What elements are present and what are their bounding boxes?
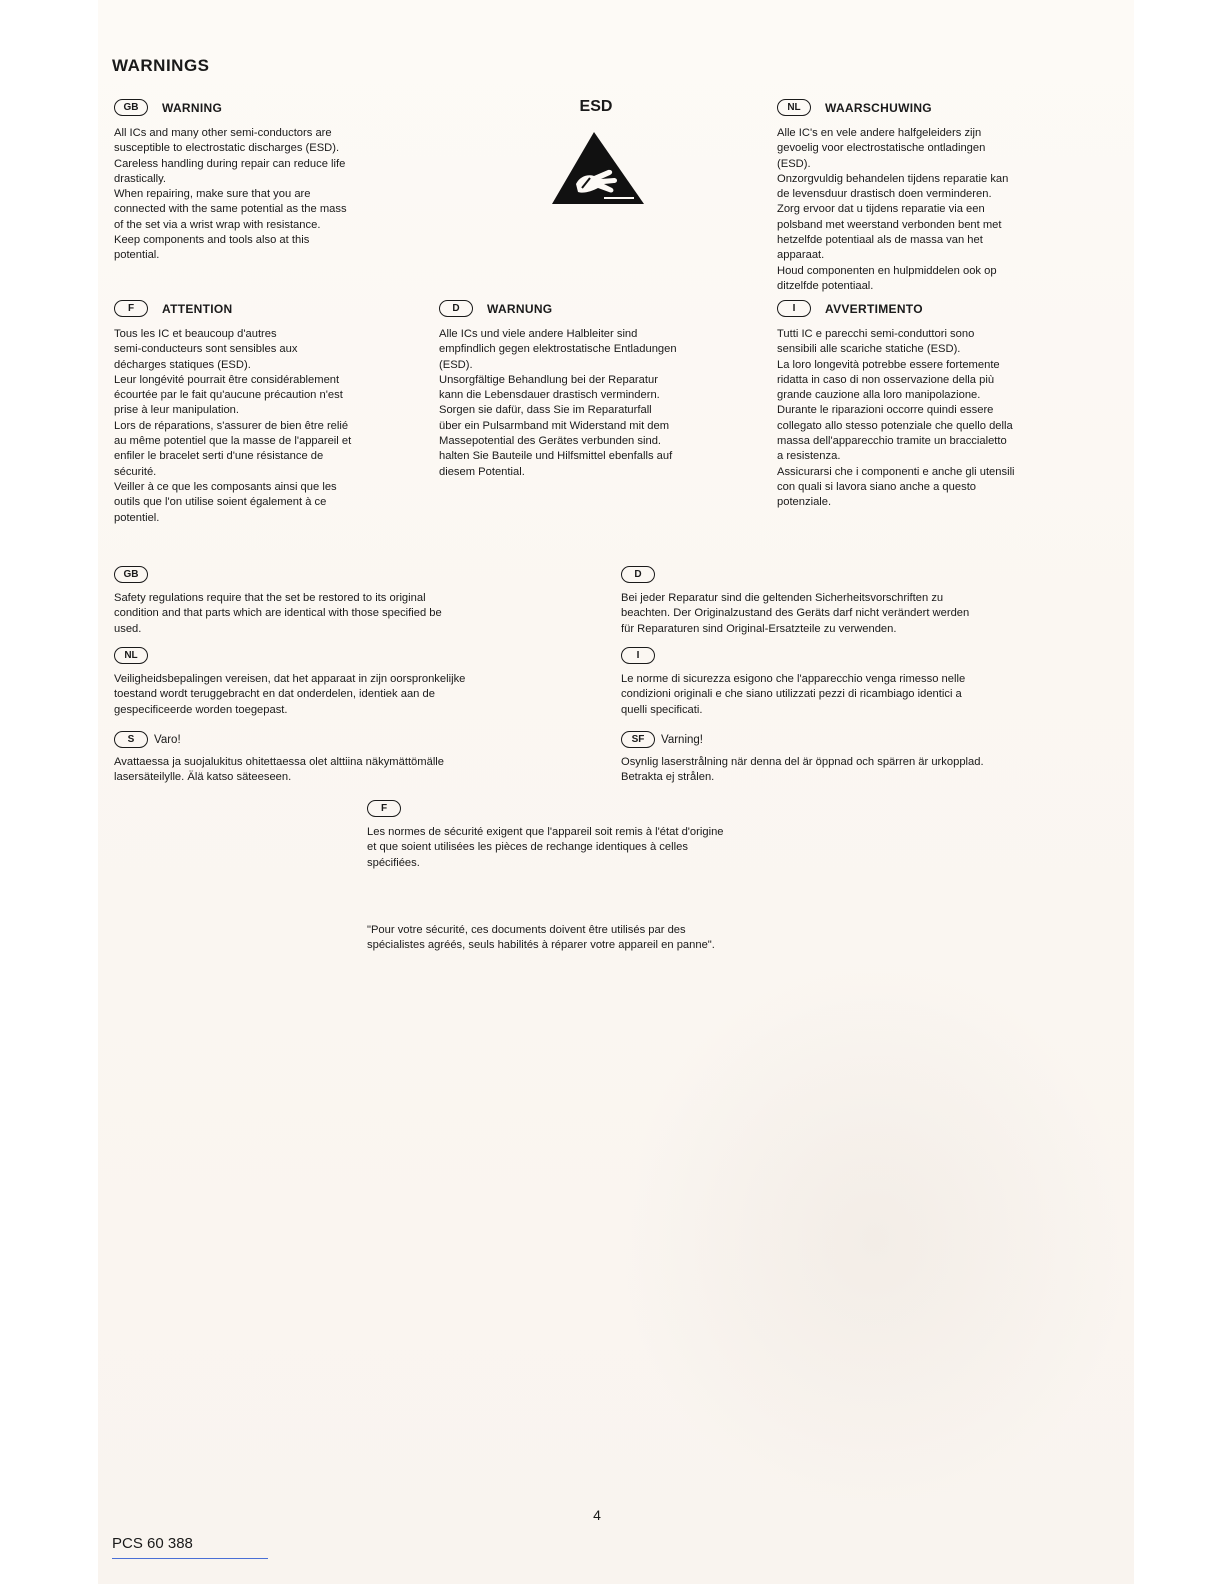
section-heading: ATTENTION xyxy=(162,301,233,316)
section-gb-warning xyxy=(114,99,414,264)
safety-i xyxy=(621,647,1091,718)
language-badge-d: D xyxy=(621,566,655,583)
section-text: Alle ICs und viele andere Halbleiter sind empfindlich gegen elektrostatische Entladungen (ESD). Unsorgfältige Behandlung bei der Reparatur kann die Lebensdauer drastisch vermindern. Sorgen sie dafür, dass Sie im Reparaturfall über ein Pulsarmband mit Widerstand mit dem Massepotential des Gerätes verbunden sind. halten Sie Bauteile und Hilfsmittel ebenfalls auf diesem Potential. xyxy=(439,328,677,478)
esd-block xyxy=(540,98,652,208)
safety-sf xyxy=(621,731,1091,786)
safety-s xyxy=(114,731,574,786)
section-nl-warning xyxy=(777,99,1097,294)
safety-text: Avattaessa ja suojalukitus ohitettaessa olet alttiina näkymättömälle lasersäteilylle. Älä katso säteeseen. xyxy=(114,756,445,784)
language-badge-i: I xyxy=(621,647,655,664)
section-text: Alle IC's en vele andere halfgeleiders zijn gevoelig voor electrostatische ontladingen (ESD). Onzorgvuldig behandelen tijdens reparatie kan de levensduur drastisch doen verminderen. Zorg ervoor dat u tijdens reparatie via een polsband met weerstand verbonden bent met hetzelfde potentiaal als de massa van het apparaat. Houd componenten en hulpmiddelen ook op ditzelfde potentiaal. xyxy=(777,127,1009,292)
safety-nl xyxy=(114,647,574,718)
language-badge-gb: GB xyxy=(114,566,148,583)
section-heading: WAARSCHUWING xyxy=(825,100,932,115)
safety-label: Varning! xyxy=(661,733,703,746)
safety-gb xyxy=(114,566,574,637)
specialist-notice: "Pour votre sécurité, ces documents doivent être utilisés par des spécialistes agréés, seuls habilités à réparer votre appareil en panne". xyxy=(367,924,715,952)
section-heading: AVVERTIMENTO xyxy=(825,301,923,316)
safety-text: Les normes de sécurité exigent que l'appareil soit remis à l'état d'origine et que soient utilisées les pièces de rechange identiques à celles spécifiées. xyxy=(367,826,724,869)
language-badge-f: F xyxy=(114,300,148,317)
language-badge-nl: NL xyxy=(777,99,811,116)
safety-f xyxy=(367,800,837,871)
language-badge-gb: GB xyxy=(114,99,148,116)
esd-hand-triangle-icon xyxy=(546,128,646,208)
section-i-avvertimento xyxy=(777,300,1097,511)
language-badge-f: F xyxy=(367,800,401,817)
section-heading: WARNUNG xyxy=(487,301,553,316)
safety-text: Le norme di sicurezza esigono che l'apparecchio venga rimesso nelle condizioni originali e che siano utilizzati pezzi di ricambiago identici a quelli specificati. xyxy=(621,673,966,716)
safety-label: Varo! xyxy=(154,733,181,746)
language-badge-sf: SF xyxy=(621,731,655,748)
page-number: 4 xyxy=(593,1507,601,1523)
safety-text: Osynlig laserstrålning när denna del är öppnad och spärren är urkopplad. Betrakta ej strålen. xyxy=(621,756,984,784)
section-text: All ICs and many other semi-conductors are susceptible to electrostatic discharges (ESD). Careless handling during repair can reduce life drastically. When repairing, make sure that you are connected with the same potential as the mass of the set via a wrist wrap with resistance. Keep components and tools also at this potential. xyxy=(114,127,347,262)
safety-text: Safety regulations require that the set be restored to its original condition and that parts which are identical with those specified be used. xyxy=(114,592,442,635)
section-f-attention xyxy=(114,300,424,526)
section-d-warnung xyxy=(439,300,759,480)
safety-text: Veiligheidsbepalingen vereisen, dat het apparaat in zijn oorspronkelijke toestand wordt teruggebracht en dat onderdelen, identiek aan de gespecificeerde worden toegepast. xyxy=(114,673,466,716)
language-badge-s: S xyxy=(114,731,148,748)
page-title: WARNINGS xyxy=(112,56,210,75)
language-badge-nl: NL xyxy=(114,647,148,664)
safety-d xyxy=(621,566,1091,637)
section-text: Tutti IC e parecchi semi-conduttori sono sensibili alle scariche statiche (ESD). La loro longevità potrebbe essere fortemente ridatta in caso di non osservazione della più grande cauzione alla loro manipolazione. Durante le riparazioni occorre quindi essere collegato allo stesso potenziale che quello della massa dell'apparecchio tramite un braccialetto a resistenza. Assicurarsi che i componenti e anche gli utensili con quali si lavora siano anche a questo potenziale. xyxy=(777,328,1015,509)
safety-text: Bei jeder Reparatur sind die geltenden Sicherheitsvorschriften zu beachten. Der Originalzustand des Geräts darf nicht verändert werden für Reparaturen sind Original-Ersatzteile zu verwenden. xyxy=(621,592,970,635)
footer-underline xyxy=(112,1558,268,1559)
page-discoloration xyxy=(620,960,1130,1520)
esd-label: ESD xyxy=(579,98,613,115)
section-text: Tous les IC et beaucoup d'autres semi-conducteurs sont sensibles aux décharges statiques (ESD). Leur longévité pourrait être considérablement écourtée par le fait qu'aucune précaution n'est prise à leur manipulation. Lors de réparations, s'assurer de bien être relié au même potentiel que la masse de l'appareil et enfiler le bracelet serti d'une résistance de sécurité. Veiller à ce que les composants ainsi que les outils que l'on utilise soient également à ce potentiel. xyxy=(114,328,352,524)
section-heading: WARNING xyxy=(162,100,223,115)
model-number: PCS 60 388 xyxy=(112,1535,193,1552)
language-badge-i: I xyxy=(777,300,811,317)
language-badge-d: D xyxy=(439,300,473,317)
